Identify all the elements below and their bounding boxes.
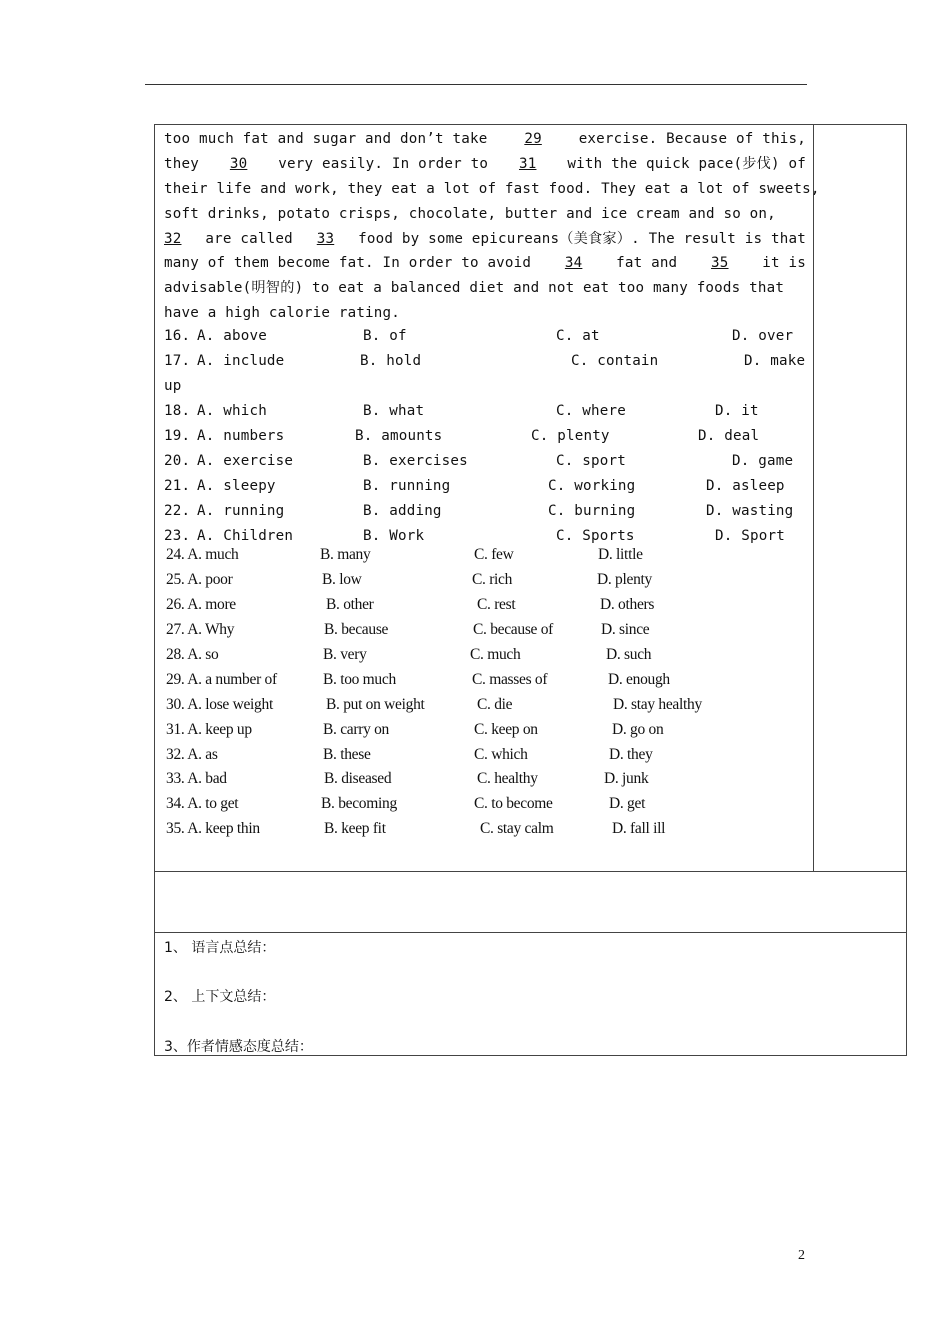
passage-line: they 30 very easily. In order to 31 with the quick pace(步伐) of: [164, 152, 806, 177]
blank-30: 30: [229, 155, 248, 172]
blank-31: 31: [518, 155, 537, 172]
passage-line: 32 are called 33 food by some epicureans（美食家）. The result is that: [164, 227, 806, 252]
blank-29: 29: [524, 131, 542, 147]
passage-line: soft drinks, potato crisps, chocolate, butter and ice cream and so on,: [164, 205, 776, 222]
cloze-passage: [164, 127, 820, 326]
passage-line: many of them become fat. In order to avoid 34 fat and 35 it is: [164, 251, 806, 276]
header-rule: [145, 84, 807, 85]
blank-34: 34: [564, 255, 583, 272]
summary-context: 2、 上下文总结：: [164, 989, 276, 1005]
blank-32: 32: [164, 230, 182, 247]
passage-line: their life and work, they eat a lot of fast food. They eat a lot of sweets,: [164, 180, 820, 197]
passage-line: too much fat and sugar and don’t take 29 exercise. Because of this,: [164, 127, 806, 152]
table-column-divider: [813, 124, 814, 872]
blank-35: 35: [711, 255, 729, 272]
passage-line: have a high calorie rating.: [164, 305, 401, 322]
blank-33: 33: [316, 230, 335, 247]
table-row-divider: [154, 871, 907, 872]
passage-line: advisable(明智的) to eat a balanced diet and not eat too many foods that: [164, 280, 785, 297]
summary-language-points: 1、 语言点总结：: [164, 940, 276, 956]
summary-author-attitude: 3、作者情感态度总结：: [164, 1039, 313, 1055]
table-row-divider: [154, 932, 907, 933]
page-number: 2: [798, 1248, 805, 1263]
